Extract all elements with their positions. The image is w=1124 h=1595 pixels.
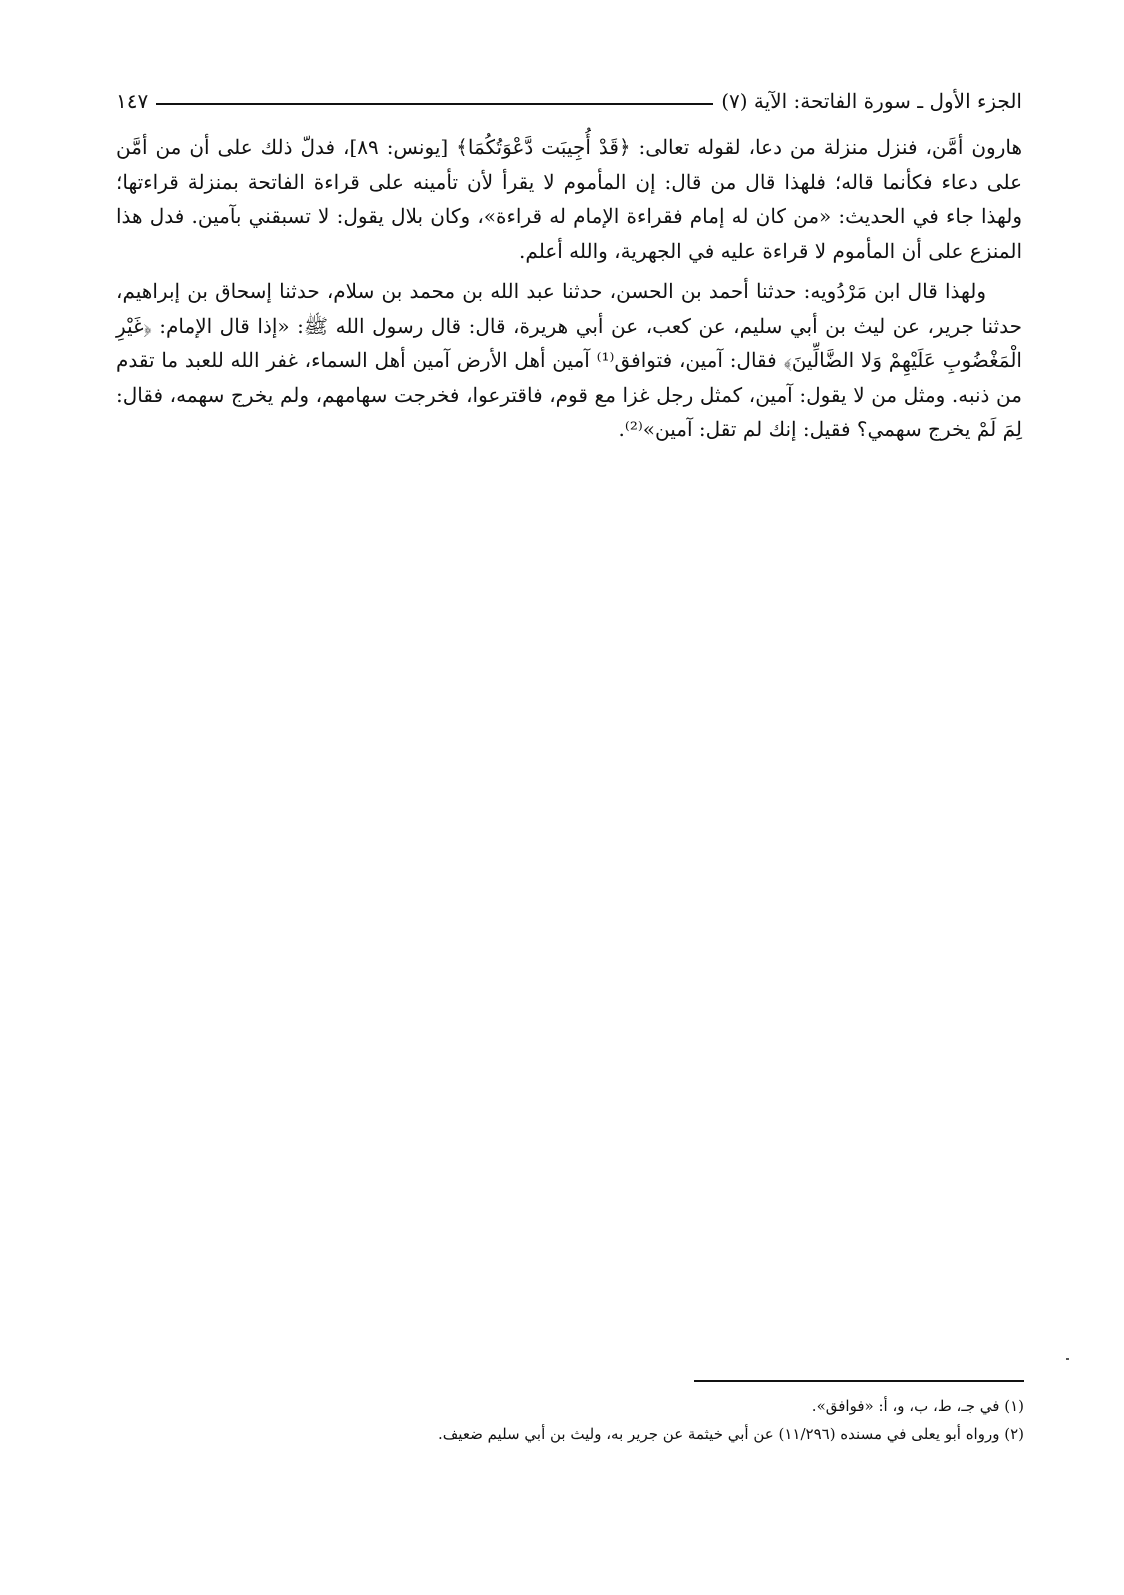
running-title: الجزء الأول ـ سورة الفاتحة: الآية (٧) [721,89,1022,113]
footnote: (١) في جـ، ط، ب، و، أ: «فوافق». [811,1397,1024,1415]
footnote: (٢) ورواه أبو يعلى في مسنده (١١/٢٩٦) عن أبي خيثمة عن جرير به، وليث بن أبي سليم ضعيف. [438,1425,1024,1443]
paragraph: هارون أمَّن، فنزل منزلة من دعا، لقوله تعالى: ﴿قَدْ أُجِيبَت دَّعْوَتُكُمَا﴾ [يونس: ٨٩]، فدلّ ذلك على أن من أمَّن على دعاء فكأنما قاله؛ فلهذا قال من قال: إن المأموم لا يقرأ لأن تأمينه على قراءة الفاتحة بمنزلة قراءتها؛ ولهذا جاء في الحديث: «من كان له إمام فقراءة الإمام له قراءة»، وكان بلال يقول: لا تسبقني بآمين. فدل هذا المنزع على أن المأموم لا قراءة عليه في الجهرية، والله أعلم. [116,135,1022,263]
footnote-separator [694,1380,1024,1382]
header-rule [156,103,713,105]
paragraph: ولهذا قال ابن مَرْدُويه: حدثنا أحمد بن الحسن، حدثنا عبد الله بن محمد بن سلام، حدثنا إسحاق بن إبراهيم، حدثنا جرير، عن ليث بن أبي سليم، عن كعب، عن أبي هريرة، قال: قال رسول الله ﷺ: «إذا قال الإمام: ﴿غَيْرِ الْمَغْضُوبِ عَلَيْهِمْ وَلا الضَّالِّينَ﴾ فقال: آمين، فتوافق⁽¹⁾ آمين أهل الأرض آمين أهل السماء، غفر الله للعبد ما تقدم من ذنبه. ومثل من لا يقول: آمين، كمثل رجل غزا مع قوم، فاقترعوا، فخرجت سهامهم، ولم يخرج سهمه، فقال: لِمَ لَمْ يخرج سهمي؟ فقيل: إنك لم تقل: آمين»⁽²⁾. [116,279,1022,441]
scan-speck [1066,1358,1069,1360]
page-number: ١٤٧ [116,89,149,113]
footnotes [118,1392,1024,1448]
main-text [116,130,1022,447]
page-header [116,86,1022,116]
